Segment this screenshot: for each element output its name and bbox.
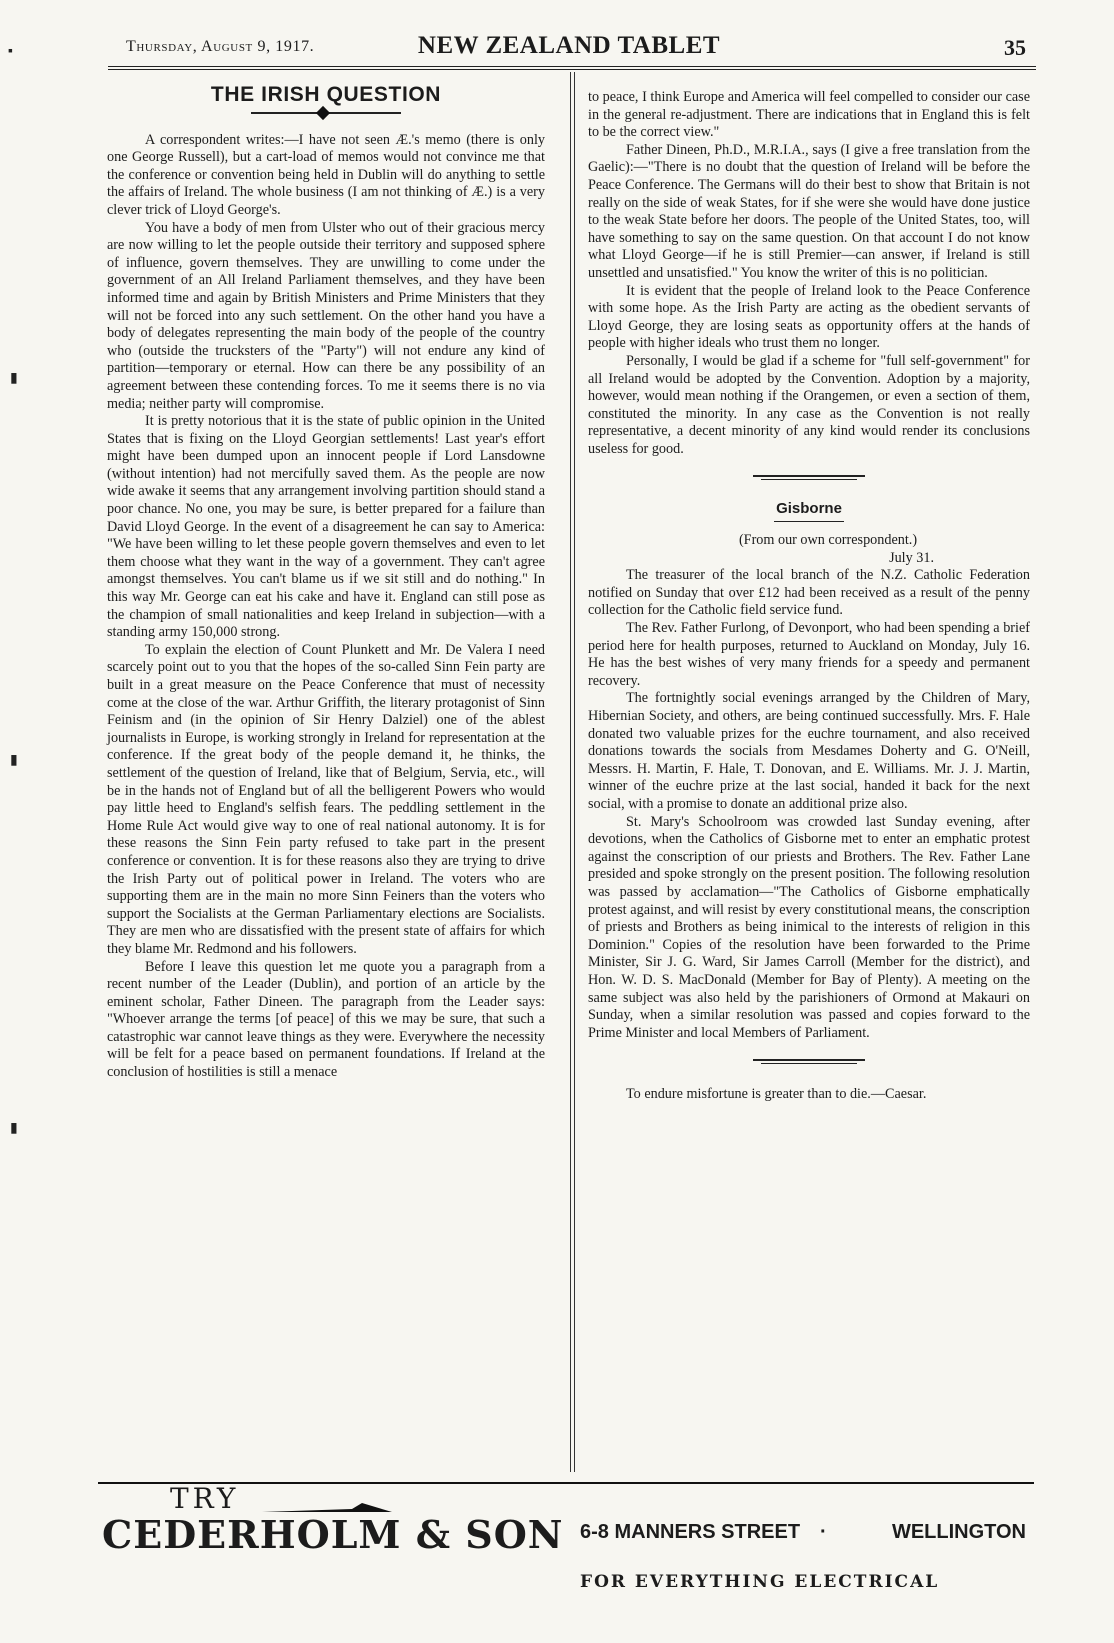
paragraph: Personally, I would be glad if a scheme for "full self-government" for all Ireland would be adopted by the Convention. Adoption by a majority, however, would mean nothing if the Orangemen, or even a section of them, constituted the minority. In any case as the Convention is not really representative, a decent minority of any kind would render its conclusions useless for good.	[588, 352, 1030, 457]
paragraph: A correspondent writes:—I have not seen Æ.'s memo (there is only one George Russell), but a cart-load of memos would not convince me that the conference or convention being held in Dublin will do anything to settle the affairs of Ireland. The whole business (I am not thinking of Æ.) is a very clever trick of Lloyd George's.	[107, 131, 545, 218]
page-number: 35	[1004, 35, 1026, 60]
ad-city: WELLINGTON	[891, 1521, 1026, 1543]
ad-tagline: FOR EVERYTHING ELECTRICAL	[580, 1572, 940, 1592]
left-column	[107, 80, 545, 1082]
ad-try-text: TRY	[170, 1482, 240, 1515]
binding-mark: ▮	[10, 753, 18, 768]
right-column	[588, 89, 1030, 1104]
closing-quote: To endure misfortune is greater than to die.—Caesar.	[626, 1086, 927, 1103]
paragraph: It is pretty notorious that it is the state of public opinion in the United States that is fixing on the Lloyd Georgian settlements! Last year's effort might have been dumped upon an innocent people if Lord Lansdowne (without intention) had not mercifully saved them. As the people are now wide awake it seems that any arrangement involving partition should stand a poor chance. No one, you may be sure, is better prepared for a failure than David Lloyd George. In the event of a disagreement he can say to America: "We have been willing to let these people govern themselves and even to let them choose what they want in the way of a government. They can't agree amongst themselves. You can't blame us if we sit still and do nothing." In this way Mr. George can eat his cake and have it. England can still pose as the champion of small nationalities and keep Ireland in subjection—with a standing army 150,000 strong.	[107, 413, 545, 641]
binding-mark: ▮	[10, 371, 18, 386]
paragraph: The fortnightly social evenings arranged by the Children of Mary, Hibernian Society, and others, are being continued successfully. Mrs. F. Hale donated two valuable prizes for the euchre tournament, and also received donations towards the socials from Mesdames Doherty and G. O'Neill, Messrs. H. Martin, F. Hale, T. Donovan, and E. Williams. Mr. J. J. Martin, winner of the euchre prize at the last social, handed it back for the next social, with a promise to donate an additional prize also.	[588, 690, 1030, 812]
paragraph: To explain the election of Count Plunkett and Mr. De Valera I need scarcely point out to you that the hopes of the so-called Sinn Fein party are built in a great measure on the Peace Conference that must of necessity come at the close of the war. Arthur Griffith, the literary protagonist of Sinn Feinism and (in the opinion of Sir Henry Dalziel) one of the ablest journalists in Europe, is working strongly in Ireland for representation at the conference. If the great body of the people demand it, he thinks, the settlement of the question of Ireland, like that of Belgium, Servia, etc., will be in the hands not of England but of all the belligerent Powers who would pay little heed to England's selfish fears. The peddling settlement in the Home Rule Act would give way to one of real national autonomy. It is for these reasons the Sinn Fein party refused to take part in the present conference or convention. It is for these reasons also they are trying to drive the Irish Party out of political power in Ireland. The voters who are supporting them are in the main no more Sinn Feiners than the voters who support the Socialists at the German Parliamentary elections are Socialists. They are men who are dissatisfied with the present state of affairs for which they blame Mr. Redmond and his followers.	[107, 641, 545, 957]
byline: (From our own correspondent.)	[738, 532, 918, 549]
title-ornament	[251, 108, 401, 118]
binding-mark: ▮	[10, 1121, 18, 1136]
dateline: July 31.	[889, 549, 934, 566]
masthead	[104, 30, 1034, 70]
binding-mark: ▪	[8, 44, 13, 59]
ad-separator: ·	[820, 1521, 827, 1543]
paragraph: St. Mary's Schoolroom was crowded last Sunday evening, after devotions, when the Catholics of Gisborne met to enter an emphatic protest against the conscription of our priests and Brothers. The Rev. Father Lane presided and spoke strongly on the present position. The following resolution was passed by acclamation—"The Catholics of Gisborne emphatically protest against, and will resist by every constitutional means, the conscription of priests and Brothers as being inimical to the interests of religion in this Dominion." Copies of the resolution have been forwarded to the Prime Minister, Sir J. G. Ward, Sir James Carroll (Member for the district), and Hon. W. D. S. MacDonald (Member for Bay of Plenty). A meeting on the same subject was also held by the parishioners of Ormond at Makauri on Sunday, when a similar resolution was passed and copies forward to the Prime Minister and local Members of Parliament.	[588, 813, 1030, 1041]
newspaper-title: NEW ZEALAND TABLET	[417, 32, 721, 59]
ad-street: 6-8 MANNERS STREET	[580, 1521, 801, 1543]
paragraph: It is evident that the people of Ireland look to the Peace Conference with some hope. As the Irish Party are acting as the obedient servants of Lloyd George, they are losing seats as opportunity offers at the hands of people with higher ideals who trust them no longer.	[588, 282, 1030, 352]
paragraph: The treasurer of the local branch of the N.Z. Catholic Federation notified on Sunday that over £12 had been received as a result of the penny collection for the Catholic field service fund.	[588, 567, 1030, 619]
column-divider	[570, 72, 571, 1472]
issue-date: Thursday, August 9, 1917.	[126, 38, 315, 55]
paragraph: Before I leave this question let me quote you a paragraph from a recent number of the Leader (Dublin), and portion of an article by the eminent scholar, Father Dineen. The paragraph from the Leader says: "Whoever arrange the terms [of peace] of this we may be sure, that such a catastrophic war cannot leave things as they were. Everywhere the necessity will be felt for a peace based on permanent foundations. If Ireland at the conclusion of hostilities is still a menace	[107, 958, 545, 1081]
section-ornament	[753, 1058, 865, 1066]
paragraph: The Rev. Father Furlong, of Devonport, who had been spending a brief period here for health purposes, returned to Auckland on Monday, July 16. He has the best wishes of very many friends for a speedy and permanent recovery.	[588, 620, 1030, 689]
paragraph: to peace, I think Europe and America will feel compelled to consider our case in the general re-adjustment. There are indications that in England this is felt to be the correct view."	[588, 89, 1030, 141]
header-rule	[108, 66, 1036, 70]
paragraph: Father Dineen, Ph.D., M.R.I.A., says (I give a free translation from the Gaelic):—"There is no doubt that the question of Ireland will be before the Peace Conference. The Germans will do their best to show that Britain is not really on the side of weak States, for if she were she would have done justice to the weak State before her doors. The people of the United States, too, will have something to say on the same question. On that account I do not know what Lloyd George—if he is still Premier—can answer, if Ireland is still unsettled and unsatisfied." You know the writer of this is no politician.	[588, 141, 1030, 281]
section-ornament	[753, 474, 865, 482]
heading-rule	[774, 521, 844, 522]
ad-company-name: CEDERHOLM & SON	[102, 1512, 564, 1557]
column-divider	[574, 72, 575, 1472]
section-heading: Gisborne	[776, 500, 842, 518]
article-title: THE IRISH QUESTION	[210, 83, 442, 106]
paragraph: You have a body of men from Ulster who out of their gracious mercy are now willing to let the people outside their territory and supposed sphere of influence, govern themselves. They are unwilling to come under the government of an All Ireland Parliament themselves, and they have been informed time and again by British Ministers and Prime Ministers that they will not be forced into any such settlement. On the other hand you have a body of delegates representing the main body of the people of the country who (outside the trucksters of the "Party") will not endure any kind of partition—temporary or eternal. How can there be any possibility of an agreement between these contending forces. To me it seems there is no via media; neither party will compromise.	[107, 219, 545, 412]
